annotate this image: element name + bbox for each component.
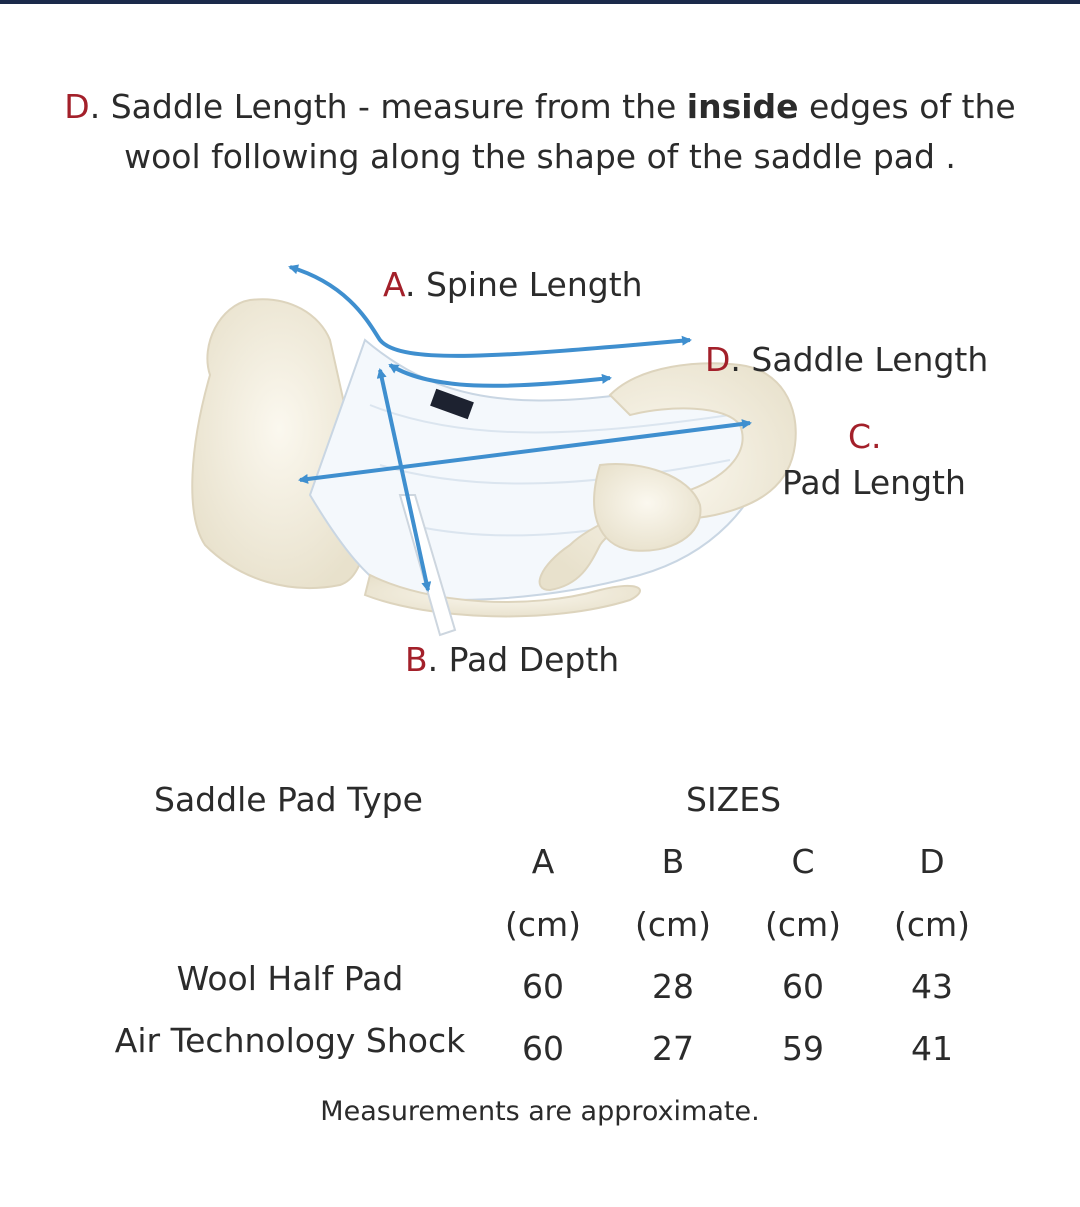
cell-wool-c: 60 <box>782 967 824 1006</box>
label-pad-length <box>782 463 966 502</box>
label-spine-length <box>383 265 643 304</box>
measurements-note: Measurements are approximate. <box>320 1096 760 1127</box>
column-unit-b: (cm) <box>634 905 712 944</box>
cell-air-c: 59 <box>782 1029 824 1068</box>
intro-letter: D <box>64 87 90 126</box>
top-bar <box>0 0 1080 4</box>
column-letter-c: C <box>791 842 815 881</box>
label-pad-depth-letter: B <box>405 640 428 679</box>
table-header-type: Saddle Pad Type <box>154 780 423 819</box>
intro-line-1 <box>0 82 1080 132</box>
label-spine-text: . Spine Length <box>405 265 643 304</box>
intro-line-2: wool following along the shape of the saddle pad . <box>124 137 956 176</box>
label-pad-depth-text: . Pad Depth <box>427 640 620 679</box>
label-spine-letter: A <box>383 265 405 304</box>
cell-wool-d: 43 <box>911 967 953 1006</box>
label-pad-length-text: Pad Length <box>782 463 966 502</box>
label-saddle-length <box>705 340 988 379</box>
column-letter-a: A <box>531 842 555 881</box>
column-unit-c: (cm) <box>764 905 842 944</box>
label-saddle-text: . Saddle Length <box>730 340 989 379</box>
label-pad-length-letter: C. <box>848 417 882 456</box>
column-letter-d: D <box>919 842 945 881</box>
cell-wool-b: 28 <box>652 967 694 1006</box>
intro-bold: inside <box>686 87 799 126</box>
label-saddle-letter: D <box>705 340 731 379</box>
cell-air-a: 60 <box>522 1029 564 1068</box>
intro-text <box>0 82 1080 182</box>
column-unit-a: (cm) <box>504 905 582 944</box>
column-unit-d: (cm) <box>893 905 971 944</box>
cell-air-b: 27 <box>652 1029 694 1068</box>
row-name-air-technology-shock: Air Technology Shock <box>114 1021 466 1060</box>
intro-text-after: edges of the <box>798 87 1016 126</box>
row-name-wool-half-pad: Wool Half Pad <box>176 959 404 998</box>
saddle-pad-diagram <box>170 245 989 705</box>
intro-text-before: . Saddle Length - measure from the <box>89 87 687 126</box>
cell-air-d: 41 <box>911 1029 953 1068</box>
cell-wool-a: 60 <box>522 967 564 1006</box>
label-pad-length-letter-line <box>848 417 882 456</box>
label-pad-depth <box>405 640 619 679</box>
column-letter-b: B <box>661 842 685 881</box>
table-header-sizes: SIZES <box>686 780 782 819</box>
